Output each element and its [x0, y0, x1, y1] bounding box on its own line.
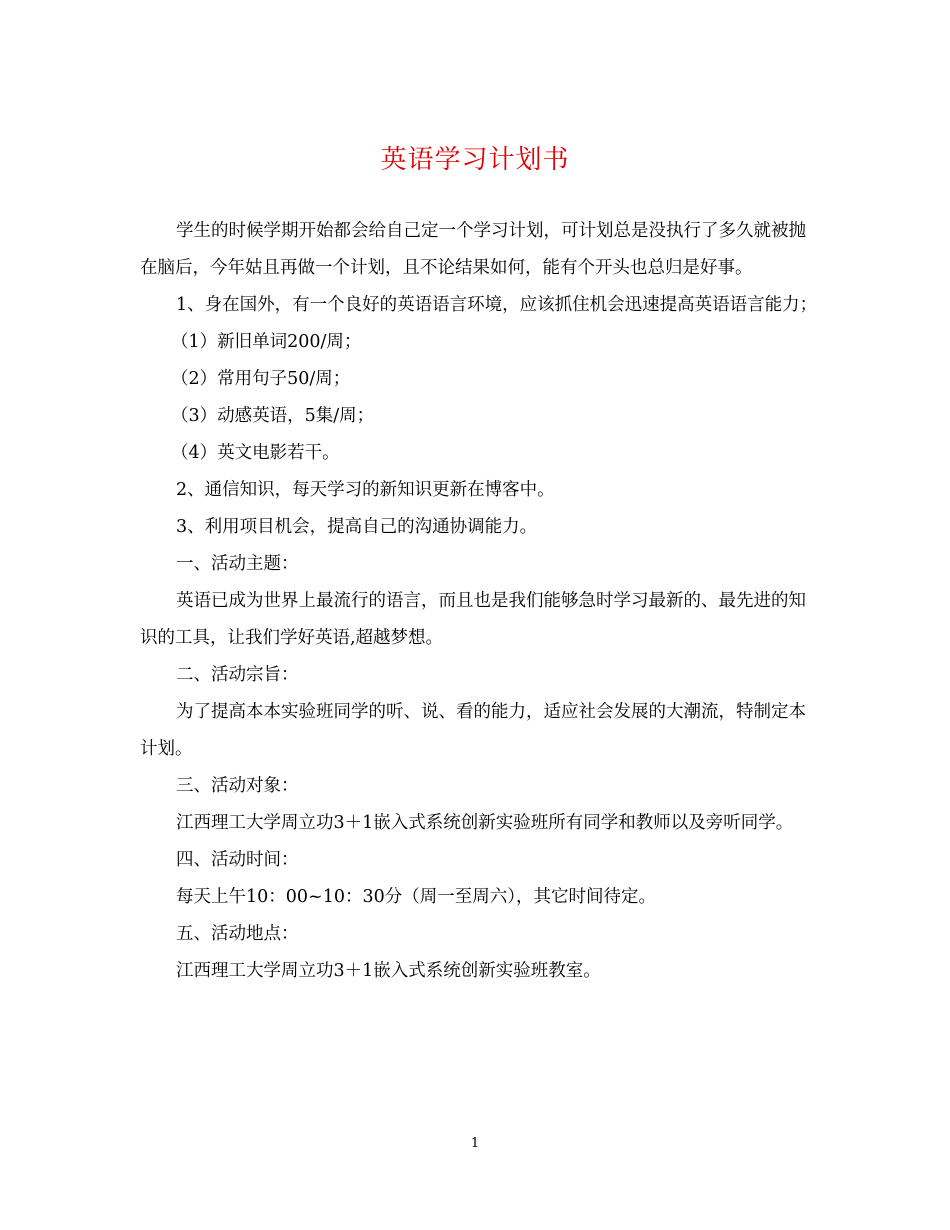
section-heading-location: 五、活动地点： — [176, 924, 299, 944]
section-heading-time: 四、活动时间： — [176, 850, 299, 870]
section-heading-theme: 一、活动主题： — [176, 554, 299, 574]
plan-subitem-3: （3）动感英语，5集/周； — [171, 406, 375, 426]
section-body-audience: 江西理工大学周立功3＋1嵌入式系统创新实验班所有同学和教师以及旁听同学。 — [176, 813, 794, 833]
section-heading-audience: 三、活动对象： — [176, 776, 299, 796]
document-body — [140, 213, 820, 990]
section-body-location: 江西理工大学周立功3＋1嵌入式系统创新实验班教室。 — [176, 961, 601, 981]
section-body-purpose: 为了提高本本实验班同学的听、说、看的能力，适应社会发展的大潮流，特制定本计划。 — [140, 702, 806, 759]
plan-subitem-1: （1）新旧单词200/周； — [171, 332, 362, 352]
intro-paragraph: 学生的时候学期开始都会给自己定一个学习计划，可计划总是没执行了多久就被抛在脑后，今年姑且再做一个计划，且不论结果如何，能有个开头也总归是好事。 — [140, 221, 806, 278]
section-heading-purpose: 二、活动宗旨： — [176, 665, 299, 685]
plan-item-3: 3、利用项目机会，提高自己的沟通协调能力。 — [176, 517, 538, 537]
section-body-theme: 英语已成为世界上最流行的语言，而且也是我们能够急时学习最新的、最先进的知识的工具，让我们学好英语,超越梦想。 — [140, 591, 806, 648]
plan-subitem-2: （2）常用句子50/周； — [171, 369, 351, 389]
page-number: 1 — [470, 1136, 480, 1151]
plan-item-2: 2、通信知识，每天学习的新知识更新在博客中。 — [176, 480, 555, 500]
document-title: 英语学习计划书 — [380, 145, 570, 175]
plan-item-1: 1、身在国外，有一个良好的英语语言环境，应该抓住机会迅速提高英语语言能力； — [176, 295, 818, 315]
section-body-time: 每天上午10：00~10：30分（周一至周六），其它时间待定。 — [176, 887, 656, 907]
plan-subitem-4: （4）英文电影若干。 — [171, 443, 340, 463]
